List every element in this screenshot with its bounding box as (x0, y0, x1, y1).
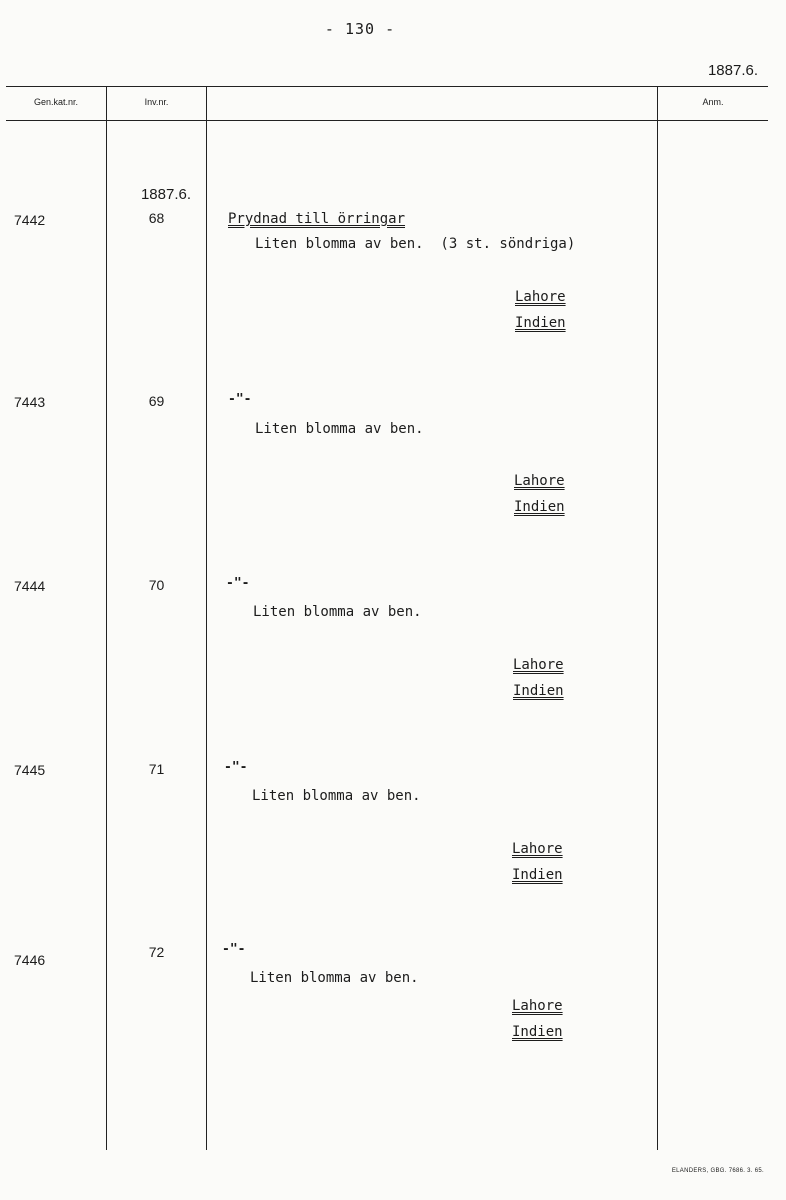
column-header-gen-kat-nr: Gen.kat.nr. (33, 97, 79, 107)
entry-description: Liten blomma av ben. (3 st. söndriga) (255, 236, 576, 252)
entry-place-city: Lahore (512, 841, 563, 857)
entry-place-city: Lahore (514, 473, 565, 489)
entry-description: Liten blomma av ben. (250, 970, 419, 986)
column-header-anm: Anm. (702, 97, 724, 107)
entry-place-country: Indien (512, 1024, 563, 1040)
printer-imprint: ELANDERS, GBG. 7686. 3. 65. (671, 1168, 764, 1174)
entry-description: Liten blomma av ben. (252, 788, 421, 804)
catalog-number: 7444 (14, 578, 46, 594)
entry-place-country: Indien (515, 315, 566, 331)
entry-place-country: Indien (512, 867, 563, 883)
entry-description: Liten blomma av ben. (253, 604, 422, 620)
inventory-number: 71 (148, 761, 165, 777)
entry-title: Prydnad till örringar (228, 211, 406, 227)
entry-place-city: Lahore (513, 657, 564, 673)
inventory-number: 70 (148, 577, 165, 593)
inventory-number: 69 (148, 393, 165, 409)
entry-place-city: Lahore (515, 289, 566, 305)
ditto-mark: -"- (228, 392, 252, 407)
inv-number-prefix: 1887.6. (140, 186, 192, 203)
column-divider-3 (657, 86, 658, 1150)
inventory-number: 72 (148, 944, 165, 960)
entry-place-country: Indien (513, 683, 564, 699)
entry-place-country: Indien (514, 499, 565, 515)
ditto-mark: -"- (222, 942, 246, 957)
catalog-number: 7442 (14, 212, 46, 228)
catalog-number: 7443 (14, 394, 46, 410)
column-header-inv-nr: Inv.nr. (144, 97, 169, 107)
page-number: - 130 - (324, 20, 396, 38)
column-divider-2 (206, 86, 207, 1150)
header-bottom-rule (6, 120, 768, 121)
inventory-number: 68 (148, 210, 165, 226)
entry-description: Liten blomma av ben. (255, 421, 424, 437)
ditto-mark: -"- (224, 760, 248, 775)
ditto-mark: -"- (226, 576, 250, 591)
entry-place-city: Lahore (512, 998, 563, 1014)
header-top-rule (6, 86, 768, 87)
catalog-number: 7446 (14, 952, 46, 968)
catalog-number: 7445 (14, 762, 46, 778)
column-divider-1 (106, 86, 107, 1150)
header-date: 1887.6. (707, 62, 758, 79)
